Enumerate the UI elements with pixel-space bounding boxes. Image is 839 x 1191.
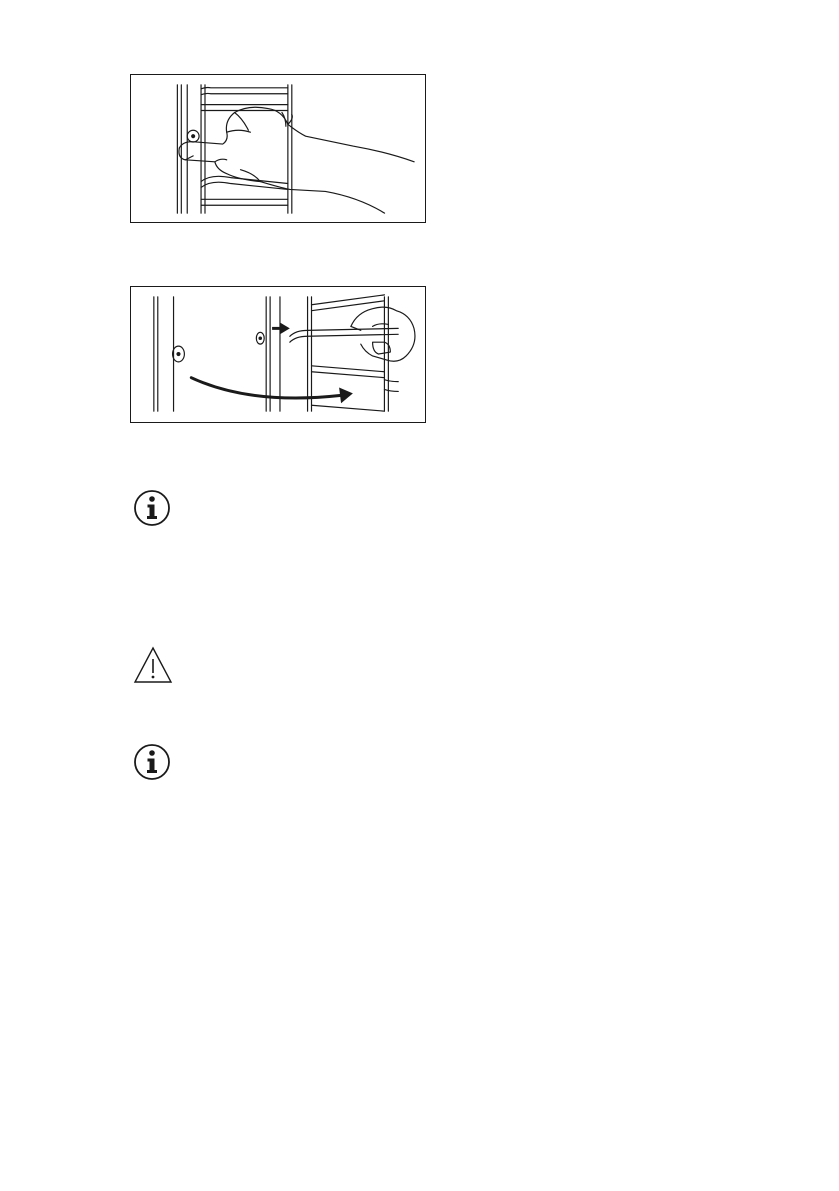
illustration-install-shelf-support: [130, 286, 426, 423]
illustration-remove-shelf-support: [130, 74, 426, 223]
info-icon: [132, 488, 172, 528]
hand-pulling-shelf-support-icon: [131, 75, 425, 222]
warning-icon: [133, 645, 173, 685]
shelf-support-reinstall-icon: [131, 287, 425, 422]
info-icon: [132, 742, 172, 782]
